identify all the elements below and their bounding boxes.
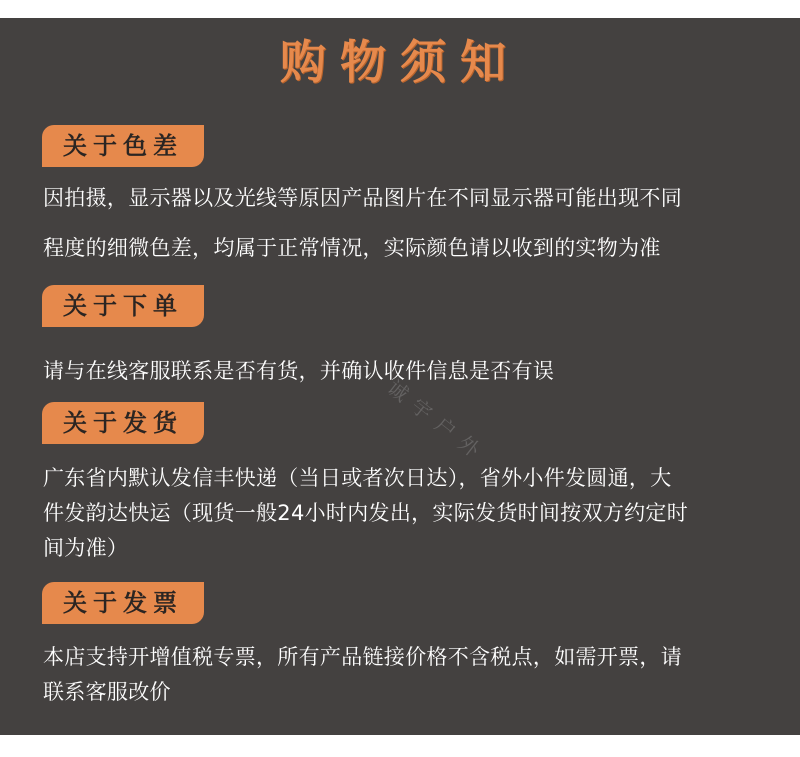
section-text-color-difference: [43, 185, 755, 261]
text-line: 因拍摄，显示器以及光线等原因产品图片在不同显示器可能出现不同: [43, 186, 682, 210]
section-tag-invoice: 关于发票: [42, 582, 204, 624]
text-line: 间为准）: [43, 536, 129, 560]
section-tag-color-difference: 关于色差: [42, 125, 204, 167]
section-text-shipping: [43, 465, 755, 561]
text-line: 广东省内默认发信丰快递（当日或者次日达），省外小件发圆通，大: [43, 466, 672, 490]
text-line: 程度的细微色差，均属于正常情况，实际颜色请以收到的实物为准: [43, 236, 661, 260]
text-line: 请与在线客服联系是否有货，并确认收件信息是否有误: [43, 359, 555, 383]
section-tag-ordering: 关于下单: [42, 285, 204, 327]
page-title: 购物须知: [280, 35, 520, 89]
section-text-invoice: [43, 644, 755, 705]
text-line: 联系客服改价: [43, 680, 171, 704]
section-tag-shipping: 关于发货: [42, 402, 204, 444]
text-line: 件发韵达快运（现货一般24小时内发出，实际发货时间按双方约定时: [43, 501, 689, 525]
text-line: 本店支持开增值税专票，所有产品链接价格不含税点，如需开票，请: [43, 645, 682, 669]
watermark: 诚宇户外: [382, 375, 493, 468]
